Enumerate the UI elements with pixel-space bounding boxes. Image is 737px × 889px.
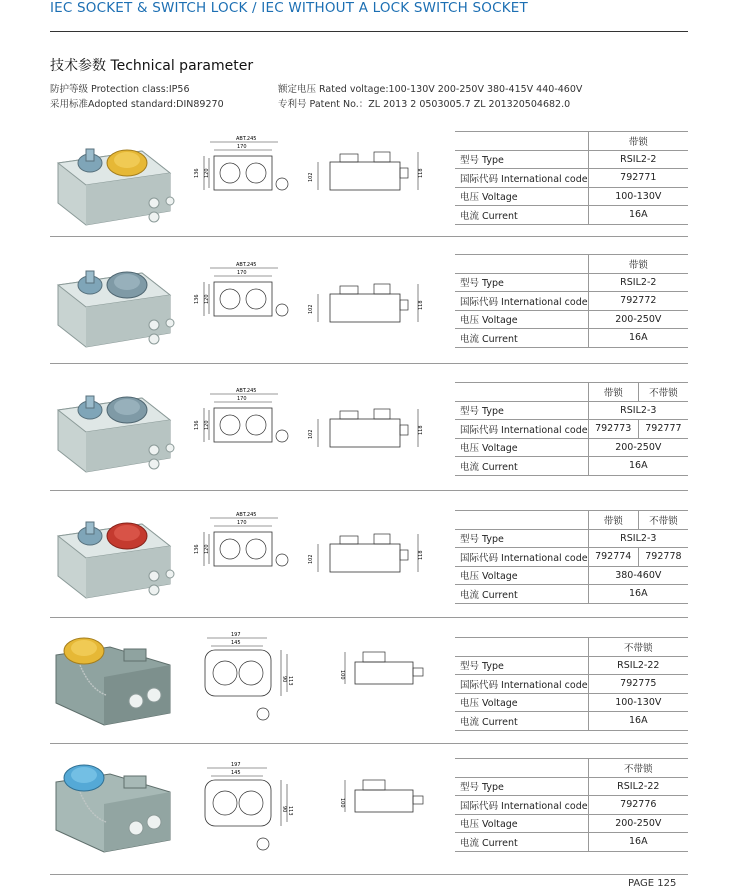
code-value: 792776 (588, 796, 688, 815)
current-value: 16A (588, 833, 688, 852)
section-title: 技术参数 Technical parameter (50, 58, 254, 74)
voltage-value: 200-250V (588, 310, 688, 329)
type-value: RSIL2-2 (588, 273, 688, 292)
spec-table (455, 254, 688, 348)
dim-height-inner: 120 (204, 168, 210, 178)
dim-side-height: 102 (308, 172, 314, 182)
dim-height: 113 (287, 676, 293, 686)
dim-width: 197 (231, 762, 241, 768)
voltage-label: 电压 Voltage (455, 310, 588, 329)
current-label: 电流 Current (455, 712, 588, 731)
code-label: 国际代码 International code (455, 169, 588, 188)
current-value: 16A (588, 712, 688, 731)
dim-height-inner: 90 (281, 676, 287, 683)
dim-abt: ABT.245 (236, 262, 257, 268)
lock-header: 带锁 (588, 511, 638, 530)
dim-height-inner: 120 (204, 544, 210, 554)
dim-height-inner: 120 (204, 294, 210, 304)
code-value-alt: 792777 (638, 420, 688, 439)
front-dimension-drawing (195, 632, 305, 722)
dim-abt: ABT.245 (236, 388, 257, 394)
spec-table (455, 510, 688, 604)
dim-width: 197 (231, 632, 241, 638)
current-label: 电流 Current (455, 833, 588, 852)
protection-class: 防护等级 Protection class:IP56 (50, 84, 190, 95)
lock-header: 带锁 (588, 383, 638, 402)
dim-height-inner: 90 (281, 806, 287, 813)
rated-voltage: 额定电压 Rated voltage:100-130V 200-250V 380-415V 440-460V (278, 84, 583, 95)
current-label: 电流 Current (455, 206, 588, 225)
front-dimension-drawing (190, 512, 290, 582)
voltage-label: 电压 Voltage (455, 814, 588, 833)
voltage-label: 电压 Voltage (455, 187, 588, 206)
dim-height: 113 (287, 806, 293, 816)
type-value: RSIL2-3 (588, 401, 688, 420)
product-photo-plug-yellow (50, 625, 180, 730)
spec-table (455, 131, 688, 225)
code-label: 国际代码 International code (455, 548, 588, 567)
row-divider (50, 874, 688, 875)
product-photo-socket-red (52, 506, 177, 601)
dim-side-height: 102 (308, 429, 314, 439)
patent-number: 专利号 Patent No.：ZL 2013 2 0503005.7 ZL 201320504682.0 (278, 99, 571, 110)
front-dimension-drawing (195, 762, 305, 852)
dim-height: 136 (194, 420, 200, 430)
no-lock-header: 不带锁 (638, 383, 688, 402)
spec-table (455, 758, 688, 852)
dim-side-height: 102 (308, 554, 314, 564)
voltage-value: 200-250V (588, 438, 688, 457)
code-value-alt: 792778 (638, 548, 688, 567)
dim-height: 136 (194, 294, 200, 304)
code-label: 国际代码 International code (455, 796, 588, 815)
current-label: 电流 Current (455, 457, 588, 476)
dim-height: 136 (194, 168, 200, 178)
side-dimension-drawing (300, 405, 435, 455)
no-lock-header: 不带锁 (638, 511, 688, 530)
dim-abt: ABT.245 (236, 136, 257, 142)
spec-table (455, 382, 688, 476)
voltage-label: 电压 Voltage (455, 693, 588, 712)
current-value: 16A (588, 457, 688, 476)
no-lock-header: 不带锁 (588, 759, 688, 778)
product-photo-socket-gray (52, 255, 177, 350)
header-divider (50, 31, 688, 32)
code-value: 792772 (588, 292, 688, 311)
product-photo-socket-yellow (52, 133, 177, 228)
page-header-title: IEC SOCKET & SWITCH LOCK / IEC WITHOUT A LOCK SWITCH SOCKET (50, 0, 528, 16)
voltage-value: 380-460V (588, 566, 688, 585)
dim-side-height: 100 (339, 798, 345, 808)
dim-side-height: 100 (339, 670, 345, 680)
type-label: 型号 Type (455, 529, 588, 548)
type-value: RSIL2-22 (588, 777, 688, 796)
type-label: 型号 Type (455, 656, 588, 675)
lock-header: 带锁 (588, 255, 688, 274)
voltage-label: 电压 Voltage (455, 566, 588, 585)
row-divider (50, 363, 688, 364)
type-value: RSIL2-22 (588, 656, 688, 675)
code-label: 国际代码 International code (455, 675, 588, 694)
code-label: 国际代码 International code (455, 292, 588, 311)
code-value: 792775 (588, 675, 688, 694)
dim-side-total: 118 (418, 425, 424, 435)
type-value: RSIL2-3 (588, 529, 688, 548)
type-label: 型号 Type (455, 273, 588, 292)
dim-height: 136 (194, 544, 200, 554)
voltage-value: 100-130V (588, 187, 688, 206)
current-label: 电流 Current (455, 329, 588, 348)
side-dimension-drawing (300, 530, 435, 580)
code-value: 792771 (588, 169, 688, 188)
code-value: 792773 (588, 420, 638, 439)
side-dimension-drawing (300, 280, 435, 330)
side-dimension-drawing (335, 770, 435, 830)
dim-width: 170 (237, 144, 247, 150)
front-dimension-drawing (190, 262, 290, 332)
dim-side-total: 118 (418, 550, 424, 560)
type-label: 型号 Type (455, 777, 588, 796)
dim-height-inner: 120 (204, 420, 210, 430)
dim-width-inner: 145 (231, 640, 241, 646)
row-divider (50, 617, 688, 618)
dim-width: 170 (237, 270, 247, 276)
product-photo-socket-gray (52, 380, 177, 475)
spec-table (455, 637, 688, 731)
code-label: 国际代码 International code (455, 420, 588, 439)
voltage-label: 电压 Voltage (455, 438, 588, 457)
row-divider (50, 236, 688, 237)
type-value: RSIL2-2 (588, 150, 688, 169)
type-label: 型号 Type (455, 150, 588, 169)
current-value: 16A (588, 206, 688, 225)
code-value: 792774 (588, 548, 638, 567)
type-label: 型号 Type (455, 401, 588, 420)
current-value: 16A (588, 585, 688, 604)
front-dimension-drawing (190, 136, 290, 206)
dim-width: 170 (237, 396, 247, 402)
dim-side-height: 102 (308, 304, 314, 314)
dim-side-total: 118 (418, 300, 424, 310)
adopted-standard: 采用标准Adopted standard:DIN89270 (50, 99, 224, 110)
front-dimension-drawing (190, 388, 290, 458)
no-lock-header: 不带锁 (588, 638, 688, 657)
dim-width: 170 (237, 520, 247, 526)
page-number: PAGE 125 (628, 878, 677, 889)
current-label: 电流 Current (455, 585, 588, 604)
voltage-value: 200-250V (588, 814, 688, 833)
dim-side-total: 118 (418, 168, 424, 178)
current-value: 16A (588, 329, 688, 348)
product-photo-plug-blue (50, 752, 180, 857)
dim-width-inner: 145 (231, 770, 241, 776)
row-divider (50, 490, 688, 491)
row-divider (50, 743, 688, 744)
side-dimension-drawing (300, 148, 435, 198)
lock-header: 带锁 (588, 132, 688, 151)
dim-abt: ABT.245 (236, 512, 257, 518)
side-dimension-drawing (335, 642, 435, 702)
voltage-value: 100-130V (588, 693, 688, 712)
